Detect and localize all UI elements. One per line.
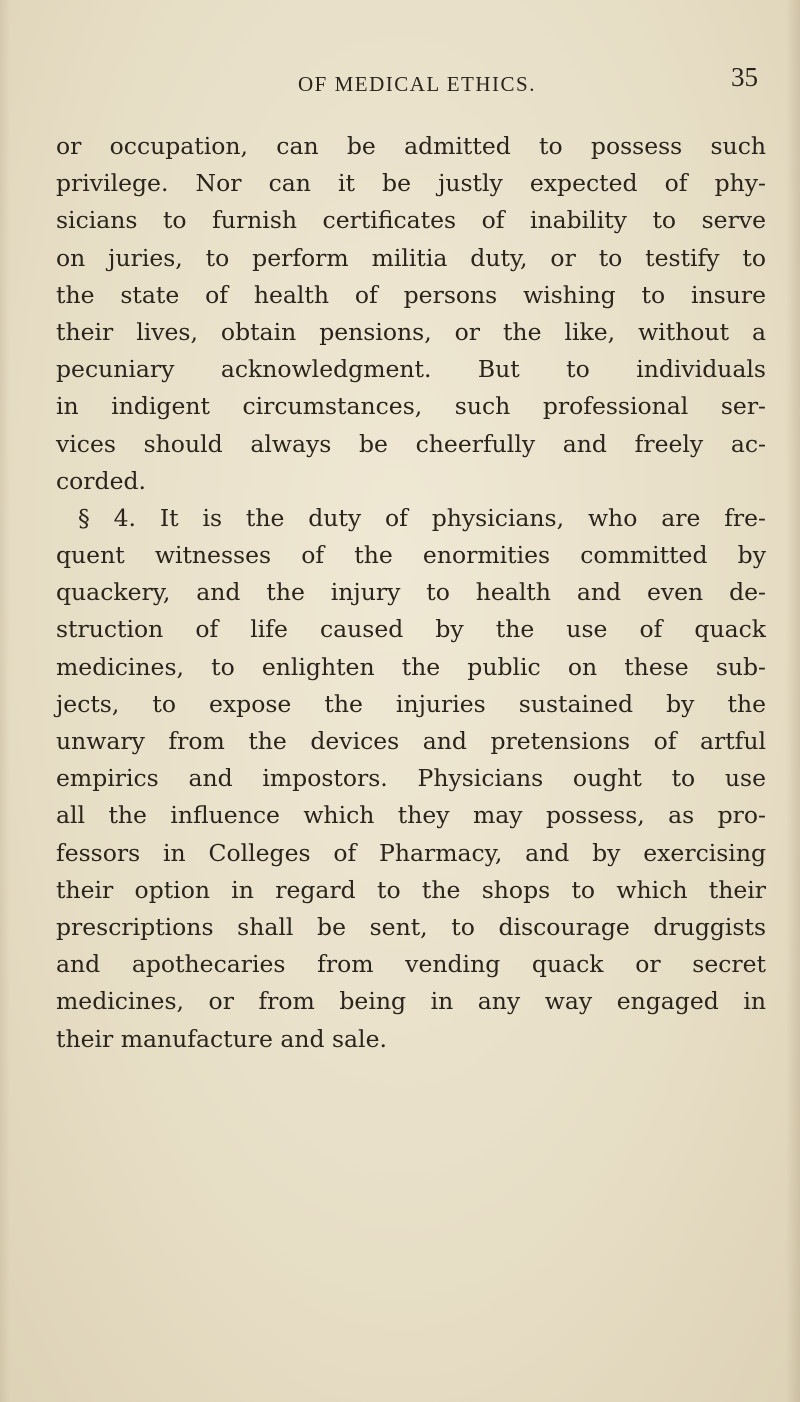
section-start-line: § 4. It is the duty of physicians, who are fre- xyxy=(78,503,766,532)
page-number: 35 xyxy=(731,62,758,92)
text-line: empirics and impostors. Physicians ought to use xyxy=(56,764,766,793)
text-line: struction of life caused by the use of quack xyxy=(56,615,766,644)
text-line: on juries, to perform militia duty, or to testify to xyxy=(56,243,766,272)
text-line: pecuniary acknowledgment. But to individuals xyxy=(56,355,766,384)
text-line: the state of health of persons wishing to insure xyxy=(56,280,766,309)
running-head: OF MEDICAL ETHICS. xyxy=(298,72,536,96)
text-line: quent witnesses of the enormities committed by xyxy=(56,541,766,570)
text-line: their lives, obtain pensions, or the like, without a xyxy=(56,317,766,346)
text-line: vices should always be cheerfully and freely ac- xyxy=(56,429,766,458)
text-line: sicians to furnish certificates of inability to serve xyxy=(56,206,766,235)
text-line: privilege. Nor can it be justly expected of phy- xyxy=(56,169,766,198)
text-line: all the influence which they may possess, as pro- xyxy=(56,801,766,830)
page-edge-shadow-right xyxy=(786,0,800,1402)
body-text xyxy=(56,128,766,1058)
page-header xyxy=(60,62,760,102)
page-edge-shadow-left xyxy=(0,0,10,1402)
text-line: prescriptions shall be sent, to discourage druggists xyxy=(56,912,766,941)
text-line: in indigent circumstances, such professional ser- xyxy=(56,392,766,421)
text-line: jects, to expose the injuries sustained by the xyxy=(56,689,766,718)
text-line: fessors in Colleges of Pharmacy, and by exercising xyxy=(56,838,766,867)
text-line: corded. xyxy=(56,466,147,495)
text-line: their option in regard to the shops to which their xyxy=(56,875,766,904)
text-line: and apothecaries from vending quack or secret xyxy=(56,950,766,979)
text-line: medicines, or from being in any way engaged in xyxy=(56,987,766,1016)
text-line: their manufacture and sale. xyxy=(56,1024,387,1053)
text-line: unwary from the devices and pretensions of artful xyxy=(56,727,766,755)
text-line: or occupation, can be admitted to possess such xyxy=(56,132,766,160)
text-line: medicines, to enlighten the public on these sub- xyxy=(56,652,766,681)
text-line: quackery, and the injury to health and even de- xyxy=(56,578,766,607)
